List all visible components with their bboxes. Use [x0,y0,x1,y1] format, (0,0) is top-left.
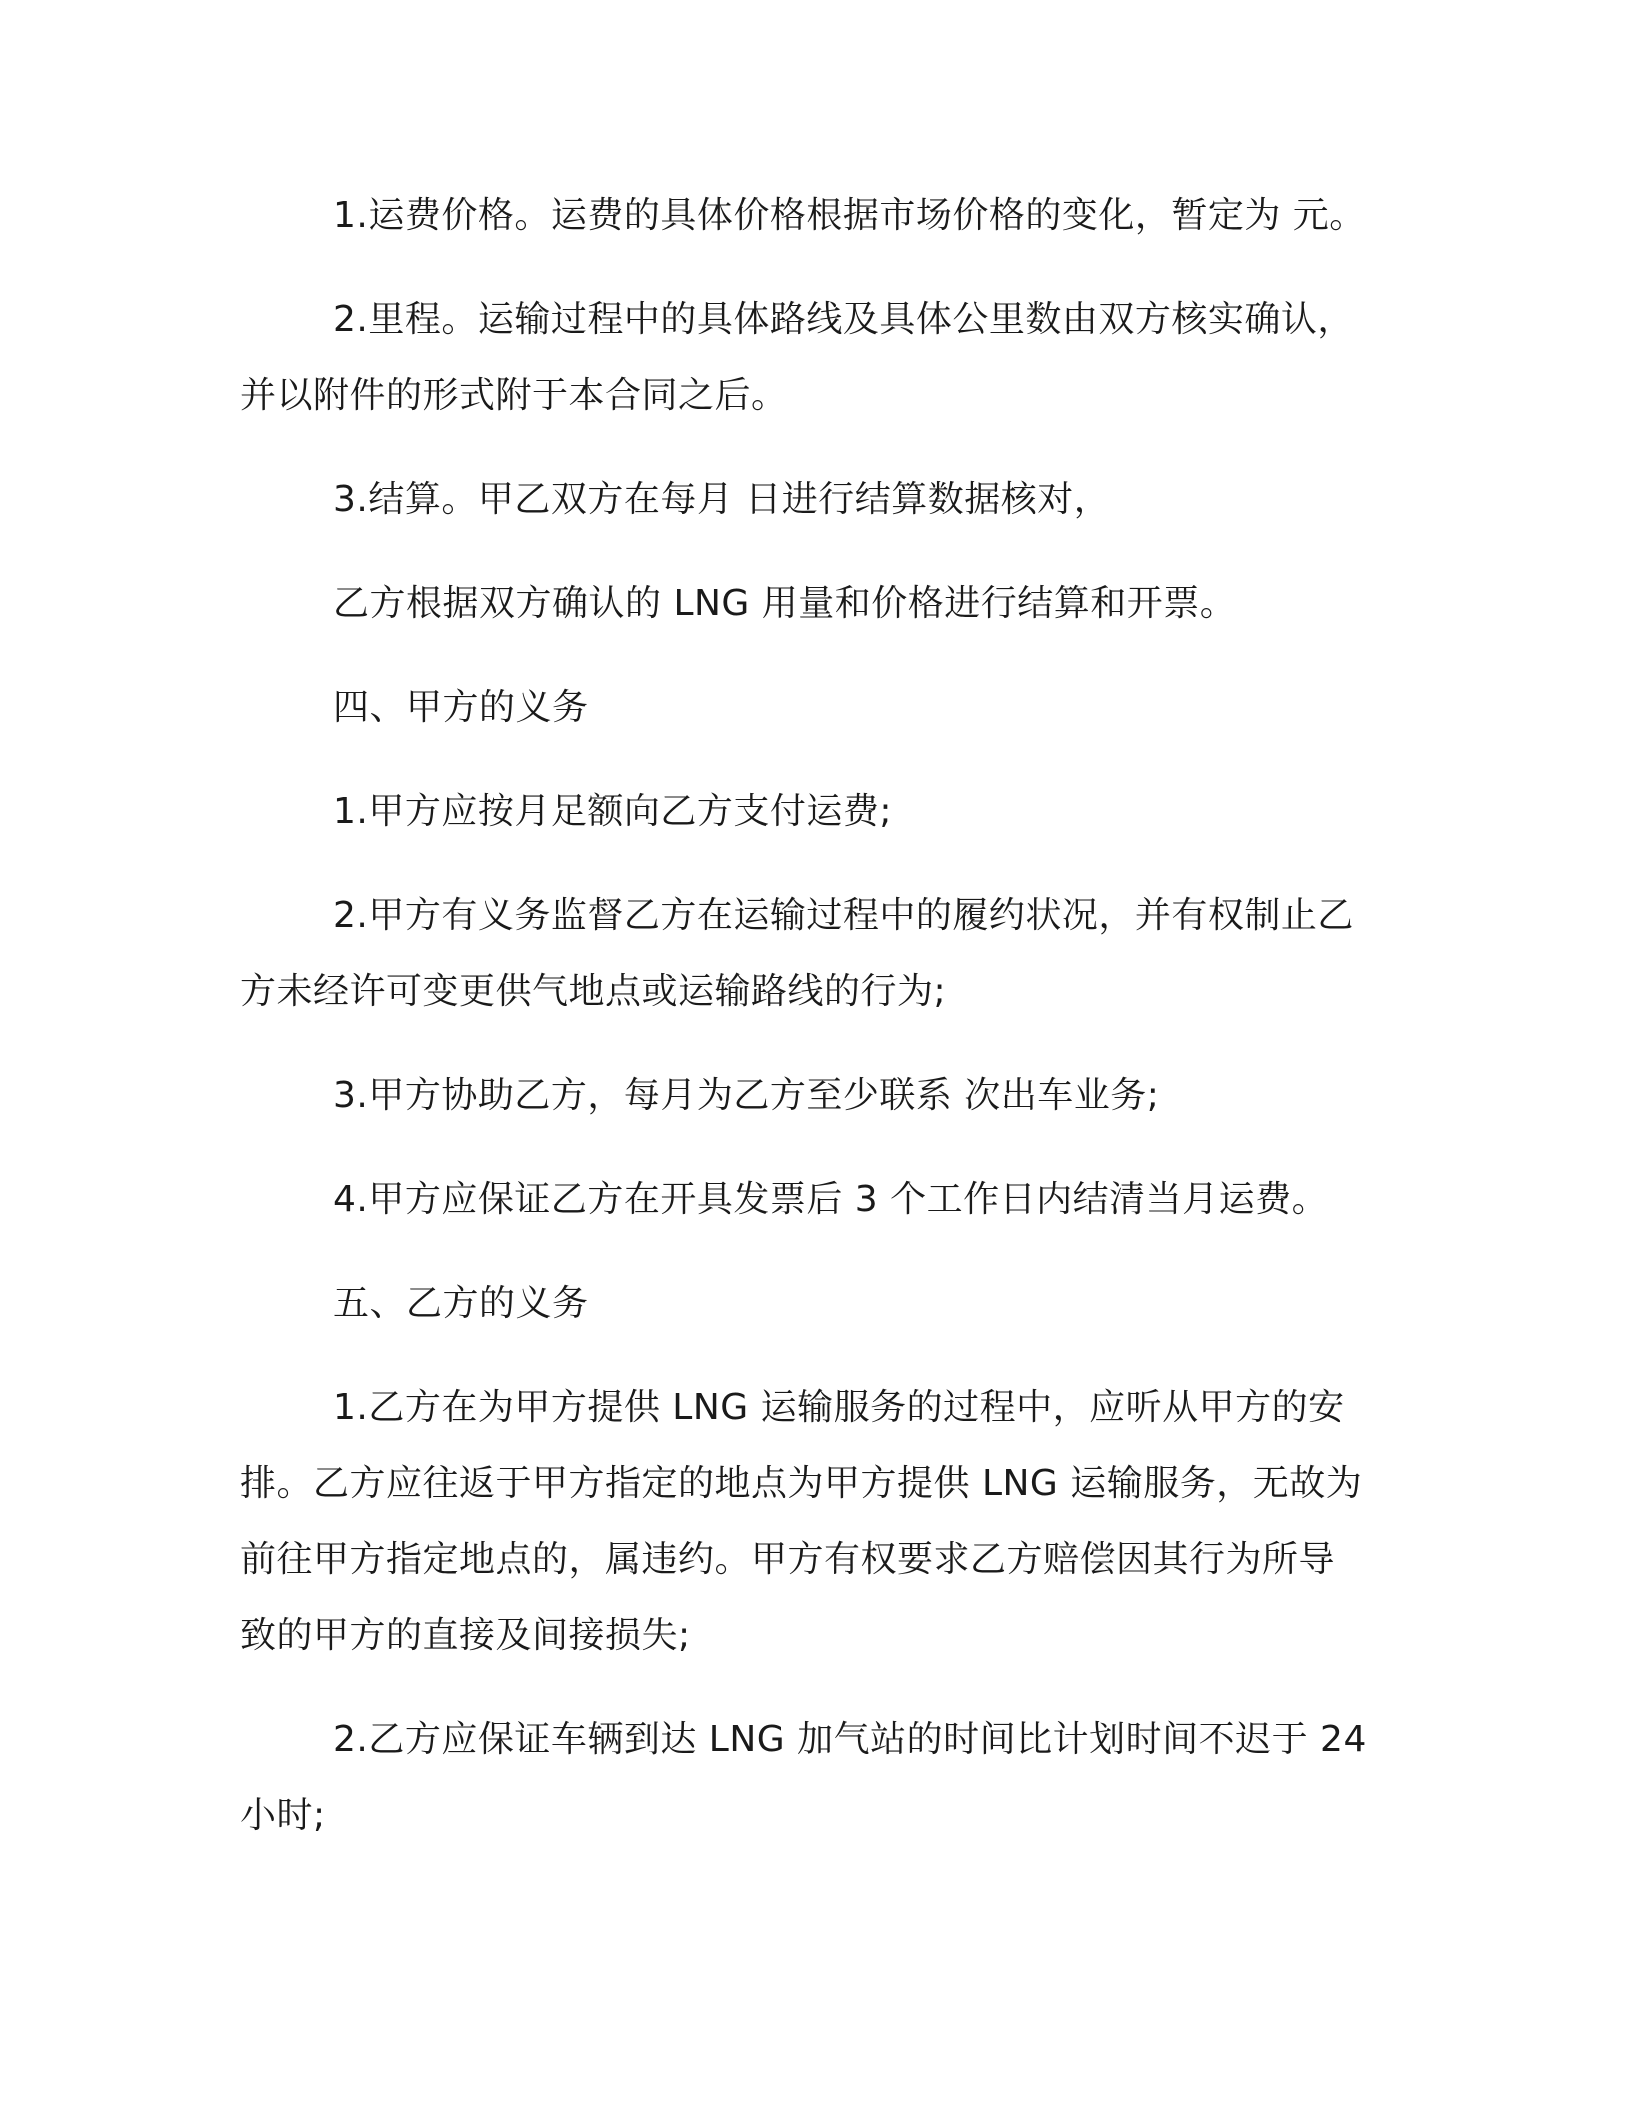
party-a-obligation-2-line1: 2.甲方有义务监督乙方在运输过程中的履约状况，并有权制止乙 [333,895,1354,936]
settlement-clause-line1: 3.结算。甲乙双方在每月 日进行结算数据核对， [333,479,1111,520]
party-b-obligation-2-line2: 小时; [240,1795,326,1836]
party-a-obligation-4: 4.甲方应保证乙方在开具发票后 3 个工作日内结清当月运费。 [333,1179,1329,1220]
party-b-obligation-1-line3: 前往甲方指定地点的，属违约。甲方有权要求乙方赔偿因其行为所导 [240,1539,1336,1580]
settlement-clause-line2: 乙方根据双方确认的 LNG 用量和价格进行结算和开票。 [333,583,1237,624]
party-b-obligation-1-line4: 致的甲方的直接及间接损失; [240,1615,691,1656]
party-a-obligation-2-line2: 方未经许可变更供气地点或运输路线的行为; [240,971,947,1012]
freight-price-clause: 1.运费价格。运费的具体价格根据市场价格的变化，暂定为 元。 [333,195,1366,236]
party-a-obligation-1: 1.甲方应按月足额向乙方支付运费; [333,791,892,832]
party-b-obligations-heading: 五、乙方的义务 [333,1283,589,1324]
mileage-clause-line1: 2.里程。运输过程中的具体路线及具体公里数由双方核实确认， [333,299,1354,340]
party-b-obligation-2-line1: 2.乙方应保证车辆到达 LNG 加气站的时间比计划时间不迟于 24 [333,1719,1367,1760]
mileage-clause-line2: 并以附件的形式附于本合同之后。 [240,375,788,416]
party-a-obligations-heading: 四、甲方的义务 [333,687,589,728]
party-b-obligation-1-line2: 排。乙方应往返于甲方指定的地点为甲方提供 LNG 运输服务，无故为 [240,1463,1363,1504]
party-a-obligation-3: 3.甲方协助乙方，每月为乙方至少联系 次出车业务; [333,1075,1160,1116]
party-b-obligation-1-line1: 1.乙方在为甲方提供 LNG 运输服务的过程中，应听从甲方的安 [333,1387,1345,1428]
